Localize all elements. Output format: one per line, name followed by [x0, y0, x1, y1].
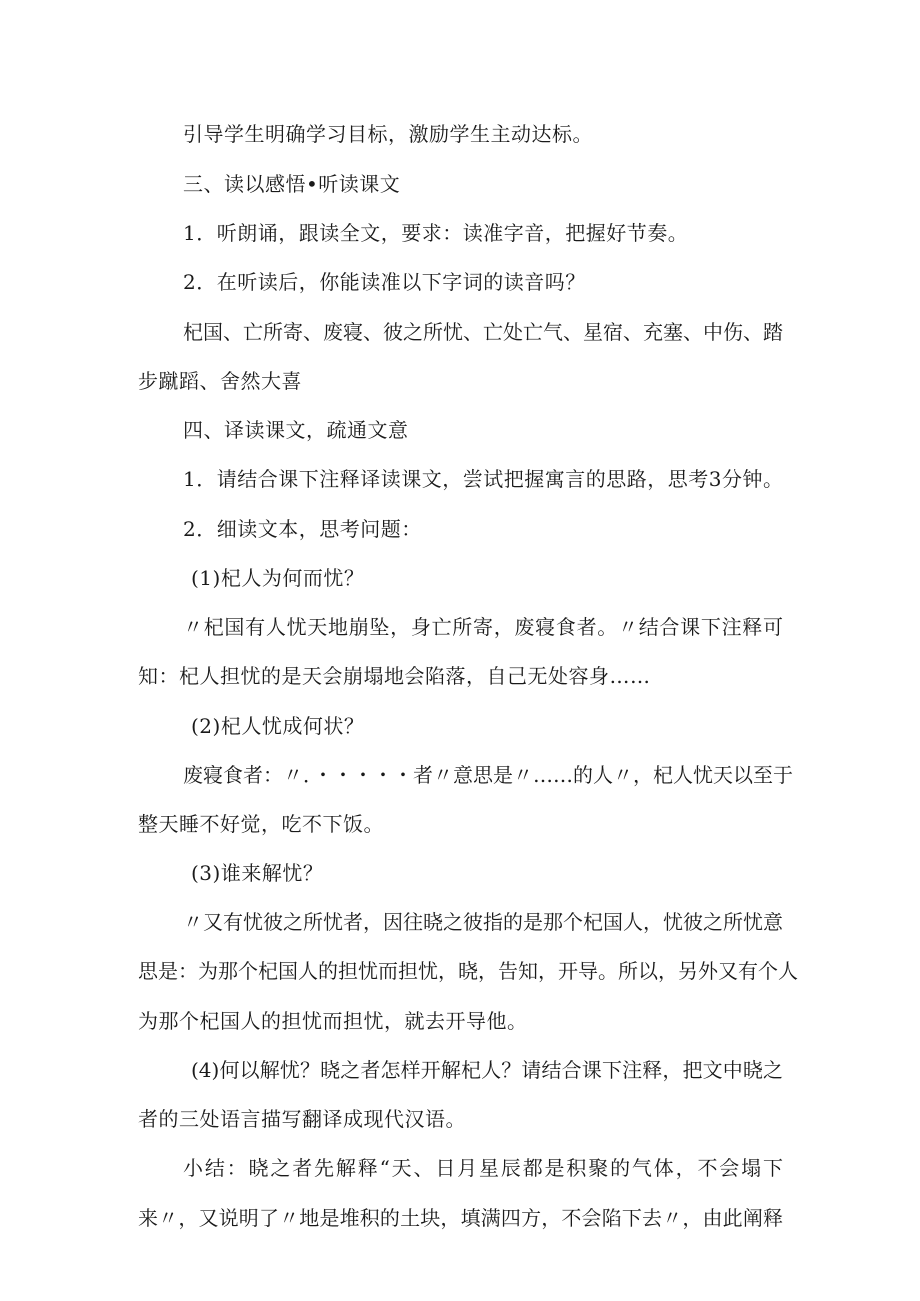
paragraph-line: 步蹴蹈、舍然大喜	[138, 369, 302, 393]
paragraph-line: 〃杞国有人忧天地崩坠，身亡所寄，废寝食者。〃结合课下注释可	[183, 615, 783, 639]
question-line: (4)何以解忧？晓之者怎样开解杞人？请结合课下注释，把文中晓之	[191, 1058, 783, 1082]
section-heading: 四、译读课文，疏通文意	[183, 418, 409, 442]
paragraph-line: 知：杞人担忧的是天会崩塌地会陷落，自己无处容身……	[138, 664, 651, 688]
paragraph-line: 〃又有忧彼之所忧者，因往晓之彼指的是那个杞国人，忧彼之所忧意	[183, 910, 783, 934]
paragraph-line: 来〃，又说明了〃地是堆积的土块，填满四方，不会陷下去〃，由此阐释	[138, 1206, 783, 1230]
paragraph-line: 小结：晓之者先解释“天、日月星辰都是积聚的气体，不会塌下	[183, 1156, 783, 1180]
paragraph-line: 整天睡不好觉，吃不下饭。	[138, 812, 384, 836]
paragraph-line: 杞国、亡所寄、废寝、彼之所忧、亡处亡气、星宿、充塞、中伤、踏	[183, 320, 783, 344]
paragraph-line: 者的三处语言描写翻译成现代汉语。	[138, 1107, 466, 1131]
paragraph-line: 1．听朗诵，跟读全文，要求：读准字音，把握好节奏。	[183, 221, 689, 245]
paragraph-line: 废寝食者：〃．・・・・・者〃意思是〃……的人〃，杞人忧天以至于	[183, 763, 793, 787]
section-heading: 三、读以感悟•听读课文	[183, 172, 401, 196]
paragraph-line: 引导学生明确学习目标，激励学生主动达标。	[183, 122, 593, 146]
paragraph-line: 2．细读文本，思考问题：	[183, 517, 422, 541]
paragraph-line: 思是：为那个杞国人的担忧而担忧，晓，告知，开导。所以，另外又有个人	[138, 959, 798, 983]
paragraph-line: 1．请结合课下注释译读课文，尝试把握寓言的思路，思考3分钟。	[183, 467, 784, 491]
question-line: (1)杞人为何而忧？	[191, 566, 365, 590]
question-line: (3)谁来解忧？	[191, 861, 324, 885]
question-line: (2)杞人忧成何状？	[191, 714, 365, 738]
paragraph-line: 为那个杞国人的担忧而担忧，就去开导他。	[138, 1009, 528, 1033]
paragraph-line: 2．在听读后，你能读准以下字词的读音吗？	[183, 270, 586, 294]
